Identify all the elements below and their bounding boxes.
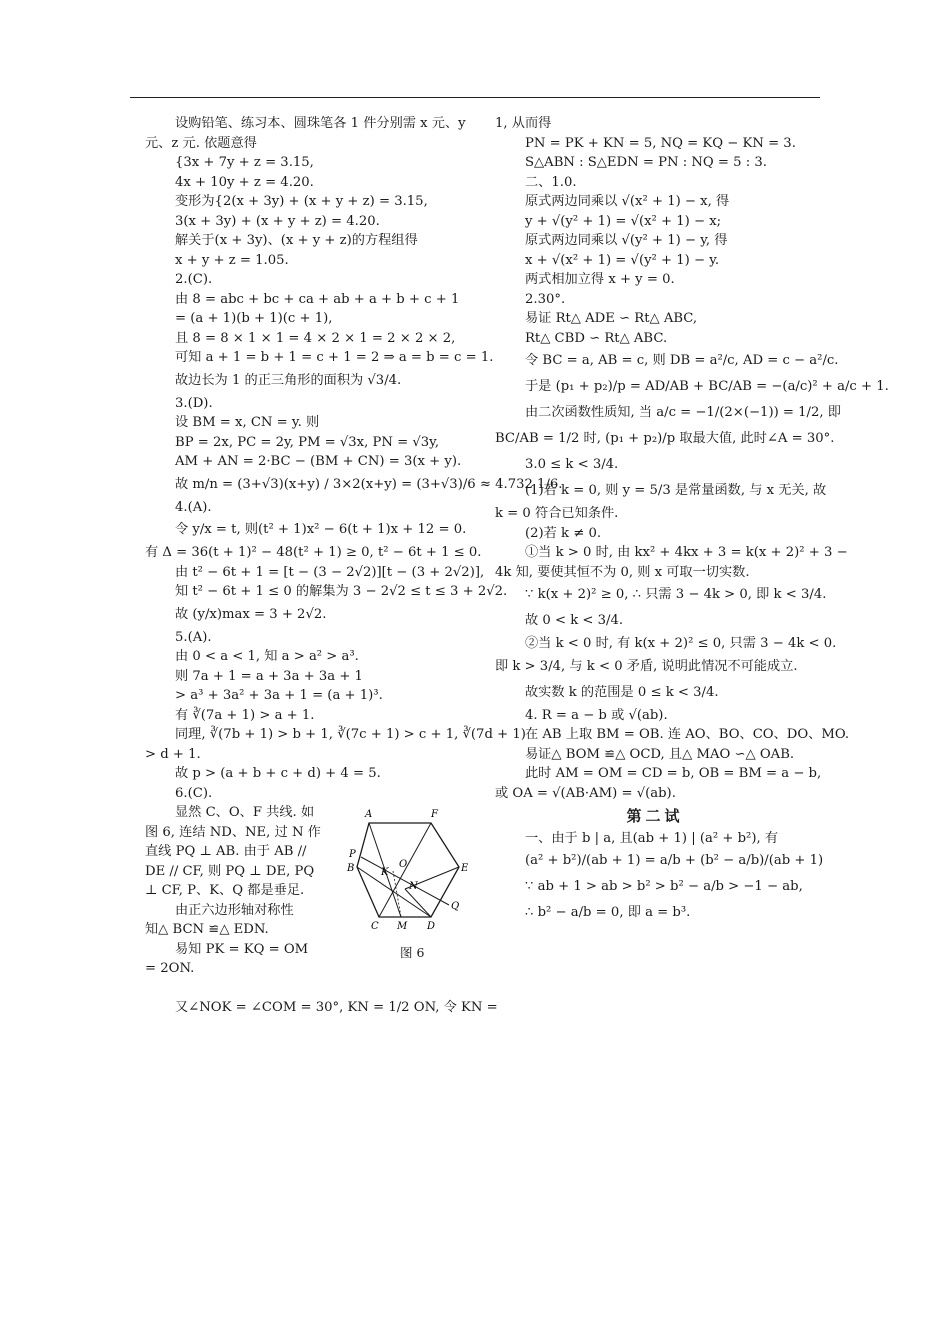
- text-line: 元、z 元. 依题意得: [145, 135, 257, 151]
- right-column: [495, 114, 889, 926]
- text-line: 则 7a + 1 = a + 3a + 3a + 1: [175, 668, 363, 684]
- text-line: x + y + z = 1.05.: [175, 252, 289, 268]
- text-line: x + √(x² + 1) = √(y² + 1) − y.: [525, 252, 720, 268]
- text-line: 易证 Rt△ ADE ∽ Rt△ ABC,: [525, 311, 698, 326]
- text-line: 故边长为 1 的正三角形的面积为 √3/4.: [175, 372, 402, 388]
- text-line: ②当 k < 0 时, 有 k(x + 2)² ≤ 0, 只需 3 − 4k < 0.: [525, 636, 837, 651]
- hexagon-figure: [345, 805, 475, 955]
- figure-text-line: 知△ BCN ≌△ EDN.: [145, 922, 269, 937]
- text-line: 故 0 < k < 3/4.: [525, 613, 624, 628]
- text-line: 1, 从而得: [495, 116, 552, 131]
- text-line: 3(x + 3y) + (x + y + z) = 4.20.: [175, 213, 380, 229]
- text-line: 知 t² − 6t + 1 ≤ 0 的解集为 3 − 2√2 ≤ t ≤ 3 + 2√2.: [175, 584, 508, 599]
- text-line: = (a + 1)(b + 1)(c + 1),: [175, 311, 333, 326]
- text-line: 4k 知, 要使其恒不为 0, 则 x 可取一切实数.: [495, 564, 750, 580]
- text-line: 由 t² − 6t + 1 = [t − (3 − 2√2)][t − (3 + 2√2)],: [175, 564, 485, 580]
- label-d: D: [427, 921, 436, 932]
- text-line: 4. R = a − b 或 √(ab).: [525, 707, 668, 723]
- text-line: ①当 k > 0 时, 由 kx² + 4kx + 3 = k(x + 2)² + 3 −: [525, 545, 848, 560]
- text-line: (1)若 k = 0, 则 y = 5/3 是常量函数, 与 x 无关, 故: [525, 483, 827, 498]
- text-line: 同理, ∛(7b + 1) > b + 1, ∛(7c + 1) > c + 1, ∛(7d + 1): [175, 727, 526, 742]
- figure-text-line: ⊥ CF, P、K、Q 都是垂足.: [145, 883, 305, 898]
- text-line: (2)若 k ≠ 0.: [525, 525, 602, 541]
- text-line: k = 0 符合已知条件.: [495, 506, 619, 521]
- text-line: 4.(A).: [175, 499, 212, 515]
- text-line: 设购铅笔、练习本、圆珠笔各 1 件分别需 x 元、y: [175, 116, 466, 131]
- text-line: ∵ ab + 1 > ab > b² > b² − a/b > −1 − ab,: [525, 879, 803, 894]
- label-o: O: [399, 859, 408, 870]
- label-q: Q: [451, 901, 460, 912]
- figure-text-line: 由正六边形轴对称性: [175, 902, 294, 918]
- text-line: ∵ k(x + 2)² ≥ 0, ∴ 只需 3 − 4k > 0, 即 k < 3/4.: [525, 587, 827, 602]
- label-m: M: [397, 921, 408, 932]
- text-line: BC/AB = 1/2 时, (p₁ + p₂)/p 取最大值, 此时∠A = 30°.: [495, 431, 835, 446]
- text-line: 于是 (p₁ + p₂)/p = AD/AB + BC/AB = −(a/c)² + a/c + 1.: [525, 379, 889, 394]
- text-line: 有 ∛(7a + 1) > a + 1.: [175, 707, 315, 723]
- figure-text-line: 易知 PK = KQ = OM: [175, 941, 309, 957]
- figure-6-block: [145, 803, 475, 998]
- text-line: y + √(y² + 1) = √(x² + 1) − x;: [525, 213, 722, 229]
- text-line: 由 8 = abc + bc + ca + ab + a + b + c + 1: [175, 291, 460, 307]
- label-b: B: [347, 863, 355, 874]
- label-f: F: [431, 809, 438, 820]
- text-line: 2.(C).: [175, 272, 213, 287]
- text-line: 设 BM = x, CN = y. 则: [175, 415, 320, 430]
- text-line: {3x + 7y + z = 3.15,: [175, 155, 314, 170]
- text-line: 3.0 ≤ k < 3/4.: [525, 457, 619, 472]
- text-line: > d + 1.: [145, 746, 201, 762]
- text-line: 故 m/n = (3+√3)(x+y) / 3×2(x+y) = (3+√3)/6 ≈ 4.732 1/6.: [175, 476, 563, 492]
- text-line: AM + AN = 2·BC − (BM + CN) = 3(x + y).: [175, 454, 462, 469]
- text-line: 或 OA = √(AB·AM) = √(ab).: [495, 785, 676, 801]
- header-rule: [130, 97, 820, 98]
- figure-text-line: DE // CF, 则 PQ ⊥ DE, PQ: [145, 863, 315, 879]
- text-line: > a³ + 3a² + 3a + 1 = (a + 1)³.: [175, 688, 383, 703]
- text-line: 一、由于 b | a, 且(ab + 1) | (a² + b²), 有: [525, 830, 779, 846]
- label-c: C: [371, 921, 379, 932]
- text-line: Rt△ CBD ∽ Rt△ ABC.: [525, 330, 668, 346]
- label-k: K: [381, 867, 389, 878]
- hexagon-outline: [357, 823, 459, 917]
- text-line: 原式两边同乘以 √(x² + 1) − x, 得: [525, 194, 730, 209]
- text-line: 两式相加立得 x + y = 0.: [525, 272, 675, 287]
- text-line: 二、1.0.: [525, 174, 577, 190]
- text-line: 令 y/x = t, 则(t² + 1)x² − 6(t + 1)x + 12 = 0.: [175, 522, 467, 537]
- figure-caption: 图 6: [400, 945, 425, 960]
- text-line: 4x + 10y + z = 4.20.: [175, 174, 314, 190]
- text-line: 5.(A).: [175, 629, 212, 645]
- text-line: 由二次函数性质知, 当 a/c = −1/(2×(−1)) = 1/2, 即: [525, 405, 841, 420]
- text-line: BP = 2x, PC = 2y, PM = √3x, PN = √3y,: [175, 434, 440, 450]
- figure-text-line: 显然 C、O、F 共线. 如: [175, 805, 315, 820]
- text-line: 故 (y/x)max = 3 + 2√2.: [175, 606, 327, 622]
- right-lines: [495, 114, 889, 803]
- text-line: S△ABN : S△EDN = PN : NQ = 5 : 3.: [525, 155, 767, 170]
- text-line: 3.(D).: [175, 395, 213, 411]
- text-line: 可知 a + 1 = b + 1 = c + 1 = 2 ⇒ a = b = c = 1.: [175, 350, 494, 365]
- left-last-line: 又∠NOK = ∠COM = 30°, KN = 1/2 ON, 令 KN =: [175, 1000, 498, 1015]
- text-line: 在 AB 上取 BM = OB. 连 AO、BO、CO、DO、MO.: [525, 727, 850, 742]
- text-line: 且 8 = 8 × 1 × 1 = 4 × 2 × 1 = 2 × 2 × 2,: [175, 330, 456, 346]
- text-line: 故实数 k 的范围是 0 ≤ k < 3/4.: [525, 684, 719, 700]
- figure-text-line: 直线 PQ ⊥ AB. 由于 AB //: [145, 844, 307, 859]
- text-line: 2.30°.: [525, 291, 566, 307]
- text-line: (a² + b²)/(ab + 1) = a/b + (b² − a/b)/(ab + 1): [525, 853, 824, 868]
- figure-explanation: [145, 803, 345, 979]
- label-n: N: [409, 881, 418, 892]
- text-line: PN = PK + KN = 5, NQ = KQ − KN = 3.: [525, 135, 796, 151]
- figure-text-line: 图 6, 连结 ND、NE, 过 N 作: [145, 824, 321, 840]
- text-line: 易证△ BOM ≌△ OCD, 且△ MAO ∽△ OAB.: [525, 746, 795, 762]
- text-line: 即 k > 3/4, 与 k < 0 矛盾, 说明此情况不可能成立.: [495, 658, 798, 674]
- section-title: 第二试: [626, 807, 684, 825]
- text-line: 由 0 < a < 1, 知 a > a² > a³.: [175, 649, 359, 664]
- text-line: 解关于(x + 3y)、(x + y + z)的方程组得: [175, 233, 418, 248]
- tail-lines: [495, 829, 824, 927]
- text-line: 6.(C).: [175, 785, 213, 801]
- label-e: E: [461, 863, 469, 874]
- text-line: 有 Δ = 36(t + 1)² − 48(t² + 1) ≥ 0, t² − 6t + 1 ≤ 0.: [145, 545, 482, 560]
- label-p: P: [349, 849, 356, 860]
- figure-text-line: = 2ON.: [145, 961, 195, 976]
- label-a: A: [365, 809, 373, 820]
- text-line: ∴ b² − a/b = 0, 即 a = b³.: [525, 905, 691, 920]
- text-line: 故 p > (a + b + c + d) + 4 = 5.: [175, 766, 381, 781]
- text-line: 变形为{2(x + 3y) + (x + y + z) = 3.15,: [175, 194, 428, 209]
- text-line: 令 BC = a, AB = c, 则 DB = a²/c, AD = c − a²/c.: [525, 353, 839, 368]
- text-line: 此时 AM = OM = CD = b, OB = BM = a − b,: [525, 766, 822, 781]
- text-line: 原式两边同乘以 √(y² + 1) − y, 得: [525, 233, 728, 248]
